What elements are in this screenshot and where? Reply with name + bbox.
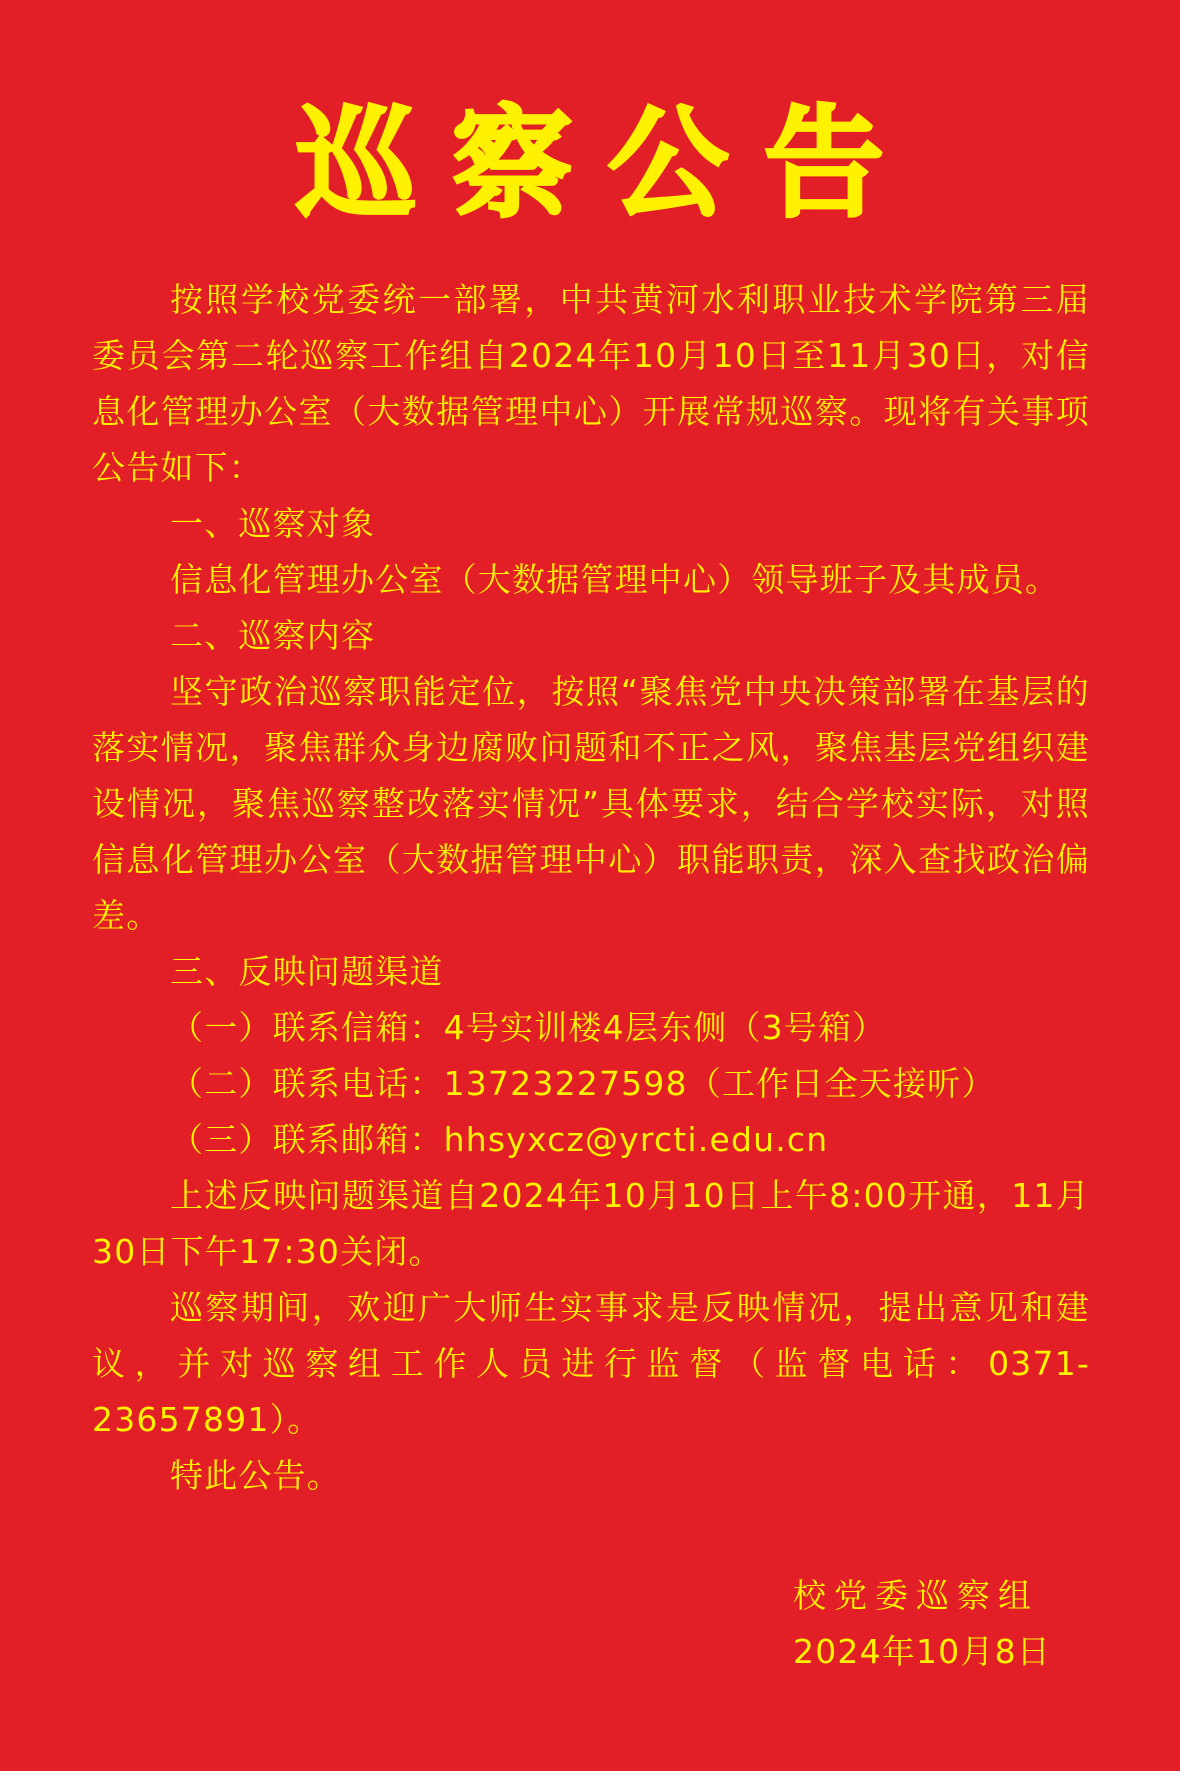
section-heading-channels: 三、反映问题渠道 [170,952,444,991]
closing-line: 特此公告。 [170,1456,341,1495]
intro-paragraph: 按照学校党委统一部署，中共黄河水利职业技术学院第三届委员会第二轮巡察工作组自2024年10月10日至11月30日，对信息化管理办公室（大数据管理中心）开展常规巡察。现将有关事项公告如下： [92,280,1090,487]
section-text-content: 坚守政治巡察职能定位，按照“聚焦党中央决策部署在基层的落实情况，聚焦群众身边腐败问题和不正之风，聚焦基层党组织建设情况，聚焦巡察整改落实情况”具体要求，结合学校实际，对照信息化管理办公室（大数据管理中心）职能职责，深入查找政治偏差。 [92,672,1090,935]
channel-period-paragraph: 上述反映问题渠道自2024年10月10日上午8:00开通，11月30日下午17:30关闭。 [92,1176,1090,1271]
section-heading-content: 二、巡察内容 [170,616,376,655]
signature-block [793,1568,1051,1680]
welcome-paragraph: 巡察期间，欢迎广大师生实事求是反映情况，提出意见和建议，并对巡察组工作人员进行监督（监督电话：0371-23657891）。 [92,1288,1090,1439]
channel-phone: （二）联系电话：13723227598（工作日全天接听） [170,1064,996,1103]
signature-date: 2024年10月8日 [793,1632,1051,1671]
signature-org: 校党委巡察组 [793,1576,1039,1615]
section-heading-target: 一、巡察对象 [170,504,376,543]
section-text-target: 信息化管理办公室（大数据管理中心）领导班子及其成员。 [170,560,1060,599]
notice-body [92,272,1090,1504]
channel-email: （三）联系邮箱：hhsyxcz@yrcti.edu.cn [170,1120,829,1159]
channel-mailbox: （一）联系信箱：4号实训楼4层东侧（3号箱） [170,1008,887,1047]
notice-title: 巡察公告 [296,95,920,234]
